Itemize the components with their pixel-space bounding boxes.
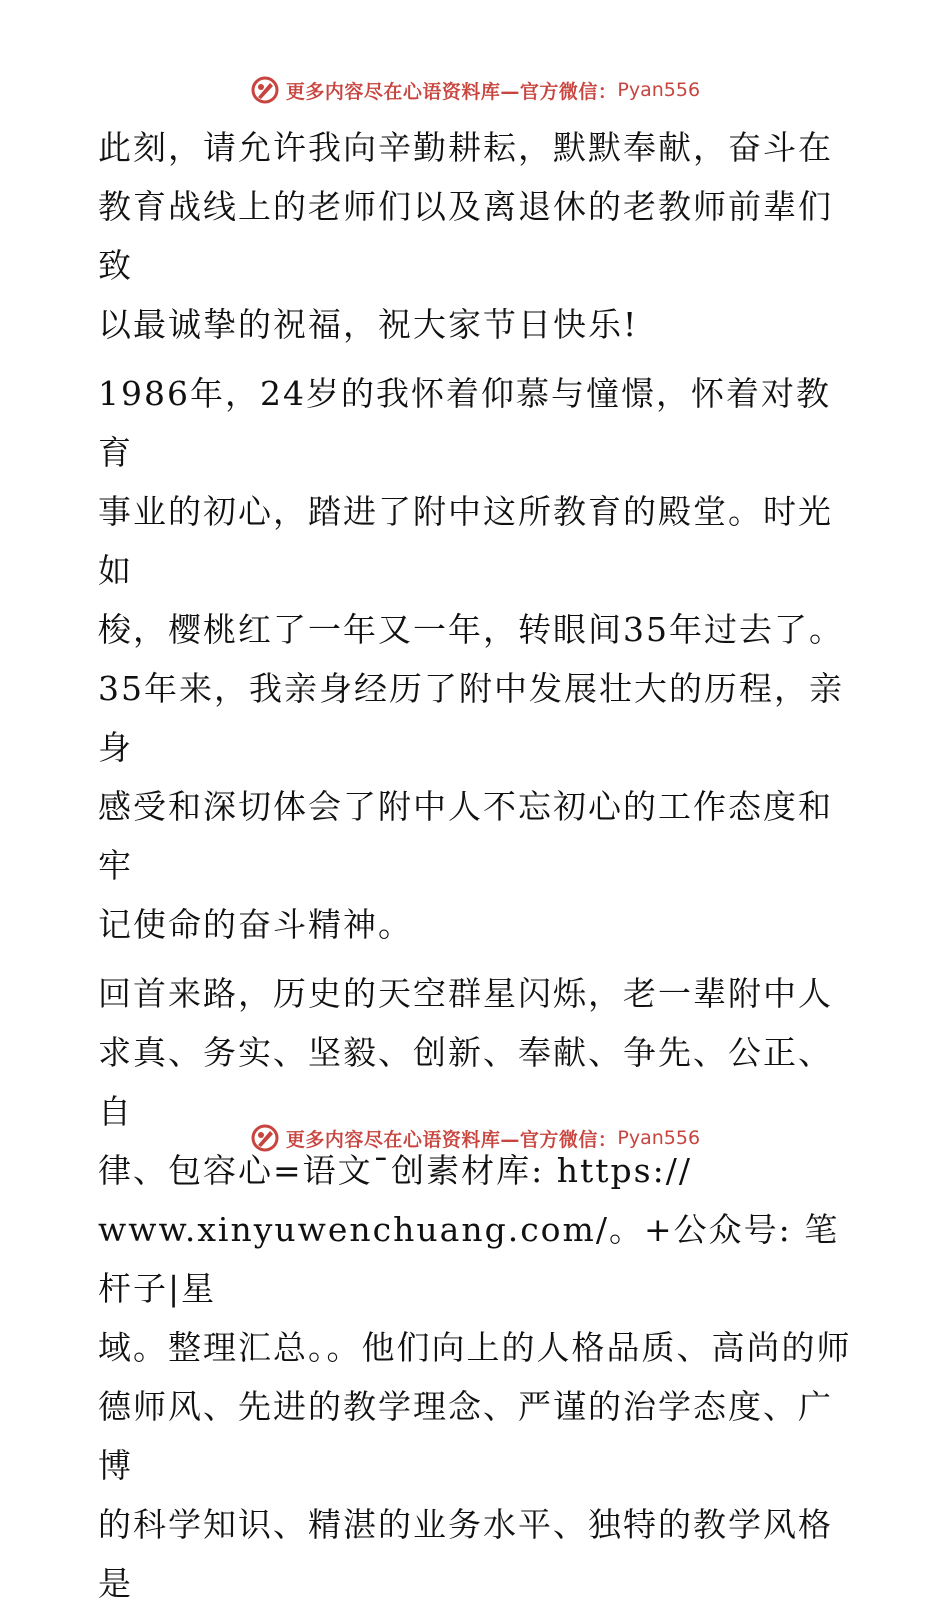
footer-banner-text: 更多内容尽在心语资料库—官方微信： [285, 1128, 618, 1151]
footer-wechat-id: Pyan556 [617, 1127, 701, 1149]
paragraph-2: 1986年，24岁的我怀着仰慕与憧憬，怀着对教育 事业的初心，踏进了附中这所教育的殿堂。时光如 梭，樱桃红了一年又一年，转眼间35年过去了。 35年来，我亲身经历了附中发展壮大的历程，亲身 感受和深切体会了附中人不忘初心的工作态度和牢 记使命的奋斗精神。 [98, 374, 844, 944]
brand-logo-icon [250, 75, 280, 105]
paragraph-3: 回首来路，历史的天空群星闪烁，老一辈附中人 求真、务实、坚毅、创新、奉献、争先、公正、自 律、包容心=语文¯创素材库: https:// www.xinyuwenchuang.com/。+公众号: 笔杆子|星 域。整理汇总。。他们向上的人格品质、高尚的师 德师风、先进的教学理念、严谨的治学态度、广博 的科学知识、精湛的业务水平、独特的教学风格是 [98, 974, 852, 1603]
header-banner [0, 72, 950, 108]
paragraph-1: 此刻，请允许我向辛勤耕耘，默默奉献，奋斗在 教育战线上的老师们以及离退休的老教师前辈们致 以最诚挚的祝福，祝大家节日快乐! [98, 128, 833, 344]
brand-logo-icon [250, 1123, 280, 1153]
footer-banner [0, 1120, 950, 1156]
header-banner-text: 更多内容尽在心语资料库—官方微信： [285, 80, 618, 103]
document-body [98, 118, 853, 1623]
header-wechat-id: Pyan556 [617, 79, 701, 101]
